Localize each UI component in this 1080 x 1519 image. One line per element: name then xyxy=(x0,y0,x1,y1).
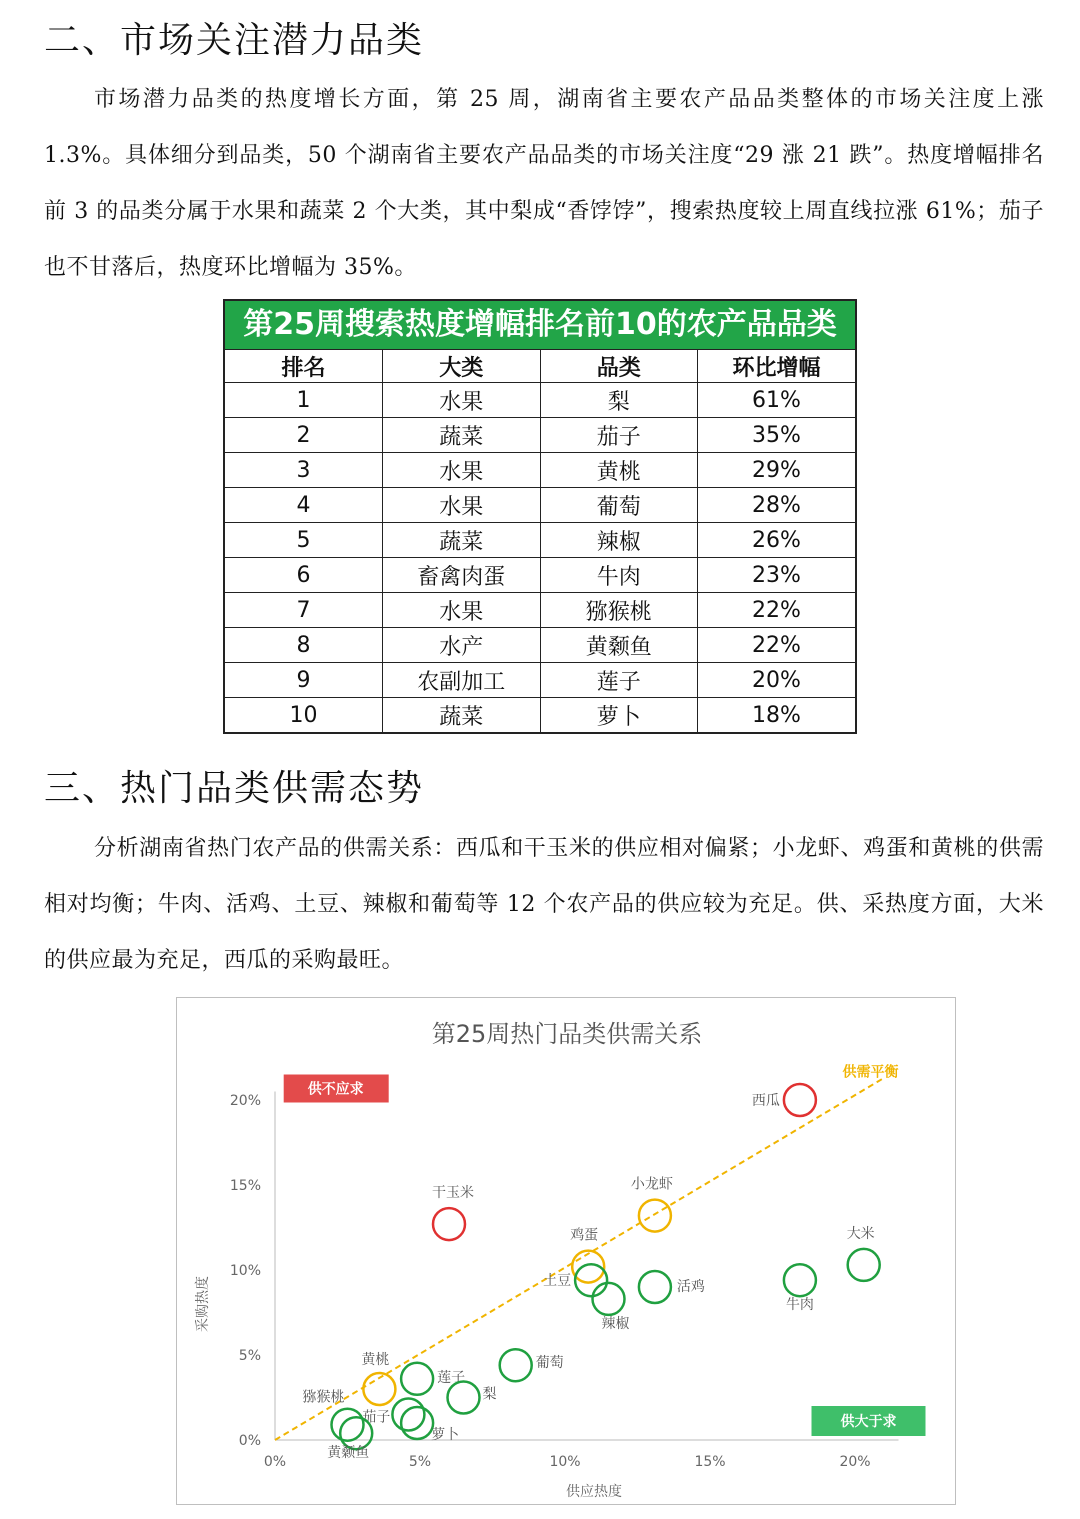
data-point xyxy=(332,1409,364,1441)
table-cell: 茄子 xyxy=(540,418,698,453)
zone-label-ample: 供大于求 xyxy=(840,1414,897,1430)
table-body xyxy=(225,383,855,733)
table-header-cell: 环比增幅 xyxy=(698,350,856,383)
table-cell: 畜禽肉蛋 xyxy=(383,558,541,593)
table-cell: 水果 xyxy=(383,488,541,523)
point-label: 西瓜 xyxy=(751,1093,780,1109)
table-cell: 黄颡鱼 xyxy=(540,628,698,663)
table-cell: 水果 xyxy=(383,383,541,418)
table-cell: 水果 xyxy=(383,593,541,628)
table-cell: 蔬菜 xyxy=(383,523,541,558)
table-cell: 4 xyxy=(225,488,383,523)
table-row xyxy=(225,663,855,698)
balance-label: 供需平衡 xyxy=(842,1064,899,1081)
point-label: 土豆 xyxy=(543,1273,572,1290)
y-tick-label: 20% xyxy=(229,1093,261,1109)
table-cell: 61% xyxy=(698,383,856,418)
point-label: 黄桃 xyxy=(361,1352,390,1368)
point-label: 牛肉 xyxy=(785,1297,814,1314)
data-point xyxy=(433,1208,465,1240)
table-row xyxy=(225,628,855,663)
table-cell: 辣椒 xyxy=(540,523,698,558)
point-label: 萝卜 xyxy=(431,1427,460,1443)
point-label: 茄子 xyxy=(362,1409,391,1426)
zone-label-tight: 供不应求 xyxy=(307,1081,364,1098)
table-cell: 蔬菜 xyxy=(383,698,541,733)
point-label: 小龙虾 xyxy=(630,1176,673,1193)
table-cell: 蔬菜 xyxy=(383,418,541,453)
table-cell: 水产 xyxy=(383,628,541,663)
table-cell: 7 xyxy=(225,593,383,628)
point-label: 梨 xyxy=(482,1386,497,1403)
table-row xyxy=(225,488,855,523)
data-point xyxy=(784,1264,816,1296)
table-cell: 20% xyxy=(698,663,856,698)
data-point xyxy=(848,1249,880,1281)
y-axis-label: 采购热度 xyxy=(195,1276,211,1332)
data-point xyxy=(639,1271,671,1303)
point-label: 大米 xyxy=(846,1225,875,1242)
table-cell: 农副加工 xyxy=(383,663,541,698)
data-point xyxy=(500,1349,532,1381)
data-point xyxy=(639,1200,671,1232)
section-3-paragraph: 分析湖南省热门农产品的供需关系：西瓜和干玉米的供应相对偏紧；小龙虾、鸡蛋和黄桃的供需相对均衡；牛肉、活鸡、土豆、辣椒和葡萄等 12 个农产品的供应较为充足。供、采热度方面，大米的供应最为充足，西瓜的采购最旺。 xyxy=(44,836,1044,973)
point-label: 莲子 xyxy=(437,1369,466,1386)
x-axis-label: 供应热度 xyxy=(566,1484,622,1500)
table-cell: 22% xyxy=(698,593,856,628)
data-point xyxy=(448,1382,480,1414)
point-label: 黄颡鱼 xyxy=(327,1445,370,1462)
table-header-cell: 排名 xyxy=(225,350,383,383)
table-cell: 梨 xyxy=(540,383,698,418)
table-cell: 10 xyxy=(225,698,383,733)
section-2-heading: 二、市场关注潜力品类 xyxy=(44,20,425,61)
point-label: 猕猴桃 xyxy=(302,1389,345,1406)
table-cell: 6 xyxy=(225,558,383,593)
point-label: 干玉米 xyxy=(432,1185,474,1202)
y-tick-label: 10% xyxy=(229,1263,261,1279)
table-row xyxy=(225,383,855,418)
x-tick-label: 15% xyxy=(694,1454,726,1470)
table-cell: 29% xyxy=(698,453,856,488)
table-cell: 35% xyxy=(698,418,856,453)
x-tick-label: 0% xyxy=(263,1454,287,1470)
section-2-paragraph: 市场潜力品类的热度增长方面，第 25 周，湖南省主要农产品品类整体的市场关注度上涨 1.3%。具体细分到品类，50 个湖南省主要农产品品类的市场关注度“29 涨 21 跌”。热度增幅排名前 3 的品类分属于水果和蔬菜 2 个大类，其中梨成“香饽饽”，搜索热度较上周直线拉涨 61%；茄子也不甘落后，热度环比增幅为 35%。 xyxy=(44,87,1044,280)
table-cell: 猕猴桃 xyxy=(540,593,698,628)
ranking-table xyxy=(223,299,857,734)
point-label: 鸡蛋 xyxy=(570,1227,599,1244)
table-cell: 18% xyxy=(698,698,856,733)
x-tick-label: 20% xyxy=(839,1454,871,1470)
y-tick-label: 15% xyxy=(229,1178,261,1194)
table-cell: 26% xyxy=(698,523,856,558)
table-cell: 28% xyxy=(698,488,856,523)
y-tick-label: 0% xyxy=(238,1433,261,1449)
table-row xyxy=(225,523,855,558)
data-point xyxy=(784,1084,816,1116)
y-tick-label: 5% xyxy=(238,1348,261,1364)
x-tick-label: 10% xyxy=(549,1454,581,1470)
table-row xyxy=(225,558,855,593)
table-row xyxy=(225,593,855,628)
point-label: 活鸡 xyxy=(676,1279,705,1295)
data-point xyxy=(392,1399,424,1431)
chart-svg xyxy=(177,998,957,1506)
table-row xyxy=(225,698,855,733)
table-cell: 2 xyxy=(225,418,383,453)
table-cell: 萝卜 xyxy=(540,698,698,733)
balance-line xyxy=(275,1078,884,1440)
table-cell: 黄桃 xyxy=(540,453,698,488)
table-cell: 5 xyxy=(225,523,383,558)
section-3-heading: 三、热门品类供需态势 xyxy=(44,768,425,809)
table-cell: 牛肉 xyxy=(540,558,698,593)
table-header-cell: 品类 xyxy=(540,350,698,383)
data-point xyxy=(593,1283,625,1315)
table-cell: 莲子 xyxy=(540,663,698,698)
table-cell: 23% xyxy=(698,558,856,593)
x-tick-label: 5% xyxy=(408,1454,432,1470)
table-row xyxy=(225,453,855,488)
point-label: 辣椒 xyxy=(601,1315,630,1332)
table-cell: 22% xyxy=(698,628,856,663)
table-cell: 葡萄 xyxy=(540,488,698,523)
table-header-row xyxy=(225,350,855,383)
supply-demand-chart xyxy=(176,997,956,1505)
table-header-cell: 大类 xyxy=(383,350,541,383)
table-cell: 3 xyxy=(225,453,383,488)
table-cell: 9 xyxy=(225,663,383,698)
table-row xyxy=(225,418,855,453)
table-cell: 水果 xyxy=(383,453,541,488)
table-cell: 1 xyxy=(225,383,383,418)
data-point xyxy=(401,1407,433,1439)
table-title: 第25周搜索热度增幅排名前10的农产品品类 xyxy=(225,301,855,349)
table-cell: 8 xyxy=(225,628,383,663)
chart-title: 第25周热门品类供需关系 xyxy=(431,1020,703,1048)
point-label: 葡萄 xyxy=(535,1355,564,1372)
data-point xyxy=(401,1363,433,1395)
